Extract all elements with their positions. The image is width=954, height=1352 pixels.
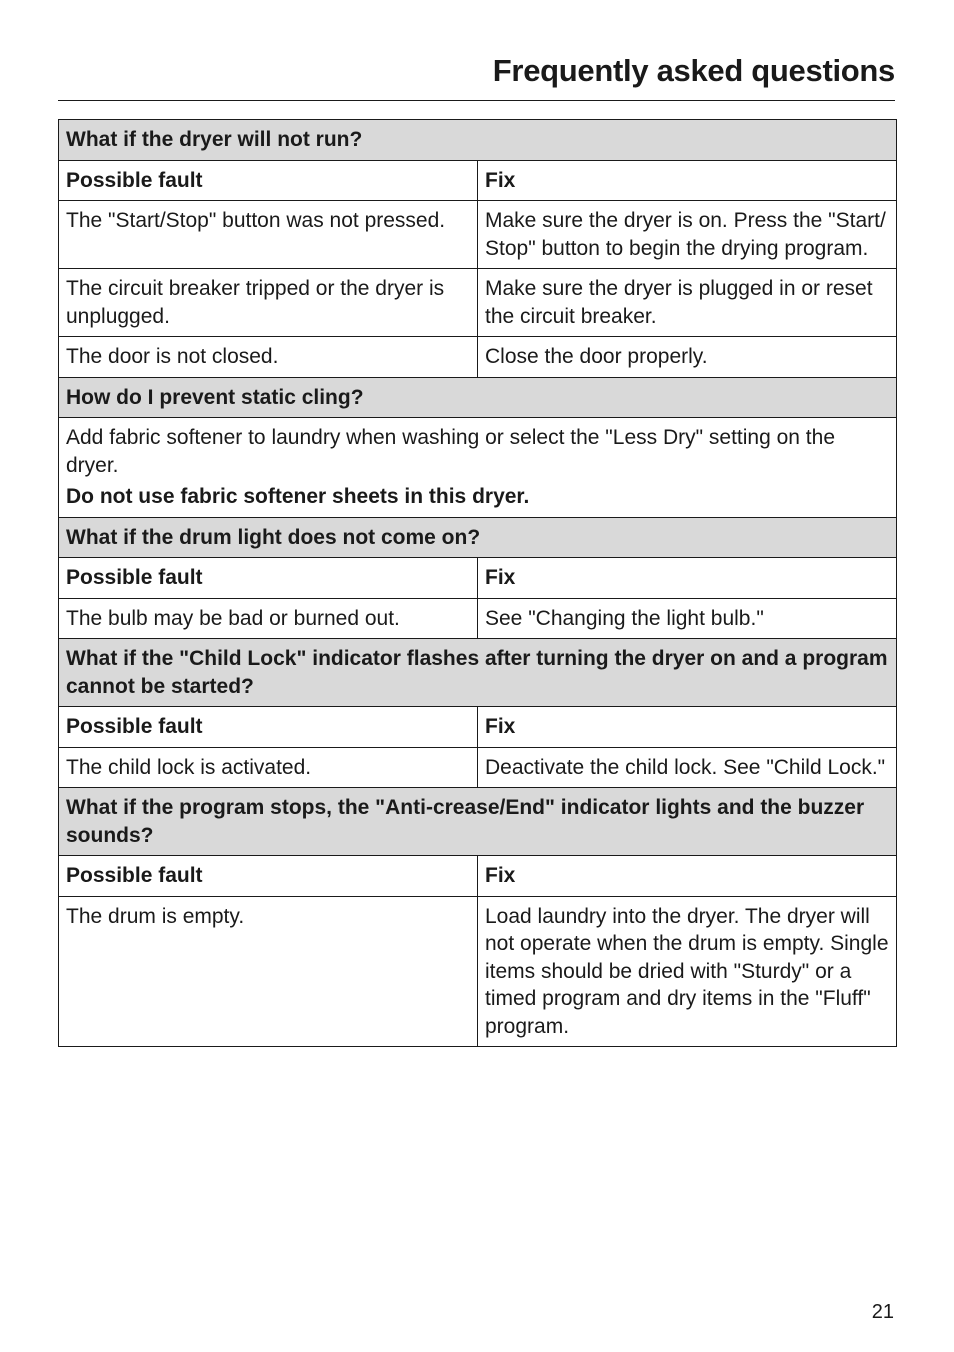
column-header-fix: Fix	[478, 707, 897, 748]
column-header-row	[59, 558, 897, 599]
fault-cell: The bulb may be bad or burned out.	[59, 598, 478, 639]
faq-question: What if the "Child Lock" indicator flashes after turning the dryer on and a program cannot be started?	[59, 639, 897, 707]
table-row	[59, 337, 897, 378]
table-row	[59, 598, 897, 639]
column-header-fault: Possible fault	[59, 160, 478, 201]
faq-question-row	[59, 120, 897, 161]
page-title: Frequently asked questions	[492, 53, 895, 88]
warning-note: Do not use fabric softener sheets in this dryer.	[66, 485, 530, 508]
table-row	[59, 747, 897, 788]
fault-cell: The child lock is activated.	[59, 747, 478, 788]
table-row	[59, 418, 897, 518]
column-header-fault: Possible fault	[59, 558, 478, 599]
fix-cell: Make sure the dryer is on. Press the "Start/ Stop" button to begin the drying program.	[478, 201, 897, 269]
fix-cell: Close the door properly.	[478, 337, 897, 378]
fix-cell: Load laundry into the dryer. The dryer will not operate when the drum is empty. Single items should be dried with "Sturdy" or a timed program and dry items in the "Fluff" program.	[478, 896, 897, 1047]
table-row	[59, 269, 897, 337]
faq-question: What if the program stops, the "Anti-crease/End" indicator lights and the buzzer sounds?	[59, 788, 897, 856]
faq-question-row	[59, 517, 897, 558]
column-header-row	[59, 856, 897, 897]
faq-question-row	[59, 377, 897, 418]
faq-question: How do I prevent static cling?	[59, 377, 897, 418]
fix-cell: See "Changing the light bulb."	[478, 598, 897, 639]
column-header-row	[59, 160, 897, 201]
column-header-fix: Fix	[478, 856, 897, 897]
fault-cell: The drum is empty.	[59, 896, 478, 1047]
faq-question-row	[59, 639, 897, 707]
column-header-row	[59, 707, 897, 748]
faq-question: What if the dryer will not run?	[59, 120, 897, 161]
fault-cell: The "Start/Stop" button was not pressed.	[59, 201, 478, 269]
answer-text: Add fabric softener to laundry when washing or select the "Less Dry" setting on the dryer.	[66, 426, 835, 477]
faq-table	[58, 119, 897, 1047]
table-row	[59, 896, 897, 1047]
fault-cell: The circuit breaker tripped or the dryer is unplugged.	[59, 269, 478, 337]
column-header-fault: Possible fault	[59, 856, 478, 897]
table-row	[59, 201, 897, 269]
title-divider	[58, 100, 895, 101]
fix-cell: Make sure the dryer is plugged in or reset the circuit breaker.	[478, 269, 897, 337]
faq-question: What if the drum light does not come on?	[59, 517, 897, 558]
faq-question-row	[59, 788, 897, 856]
column-header-fix: Fix	[478, 160, 897, 201]
column-header-fault: Possible fault	[59, 707, 478, 748]
column-header-fix: Fix	[478, 558, 897, 599]
page-number: 21	[871, 1301, 894, 1323]
answer-cell	[59, 418, 897, 518]
fault-cell: The door is not closed.	[59, 337, 478, 378]
fix-cell: Deactivate the child lock. See "Child Lock."	[478, 747, 897, 788]
